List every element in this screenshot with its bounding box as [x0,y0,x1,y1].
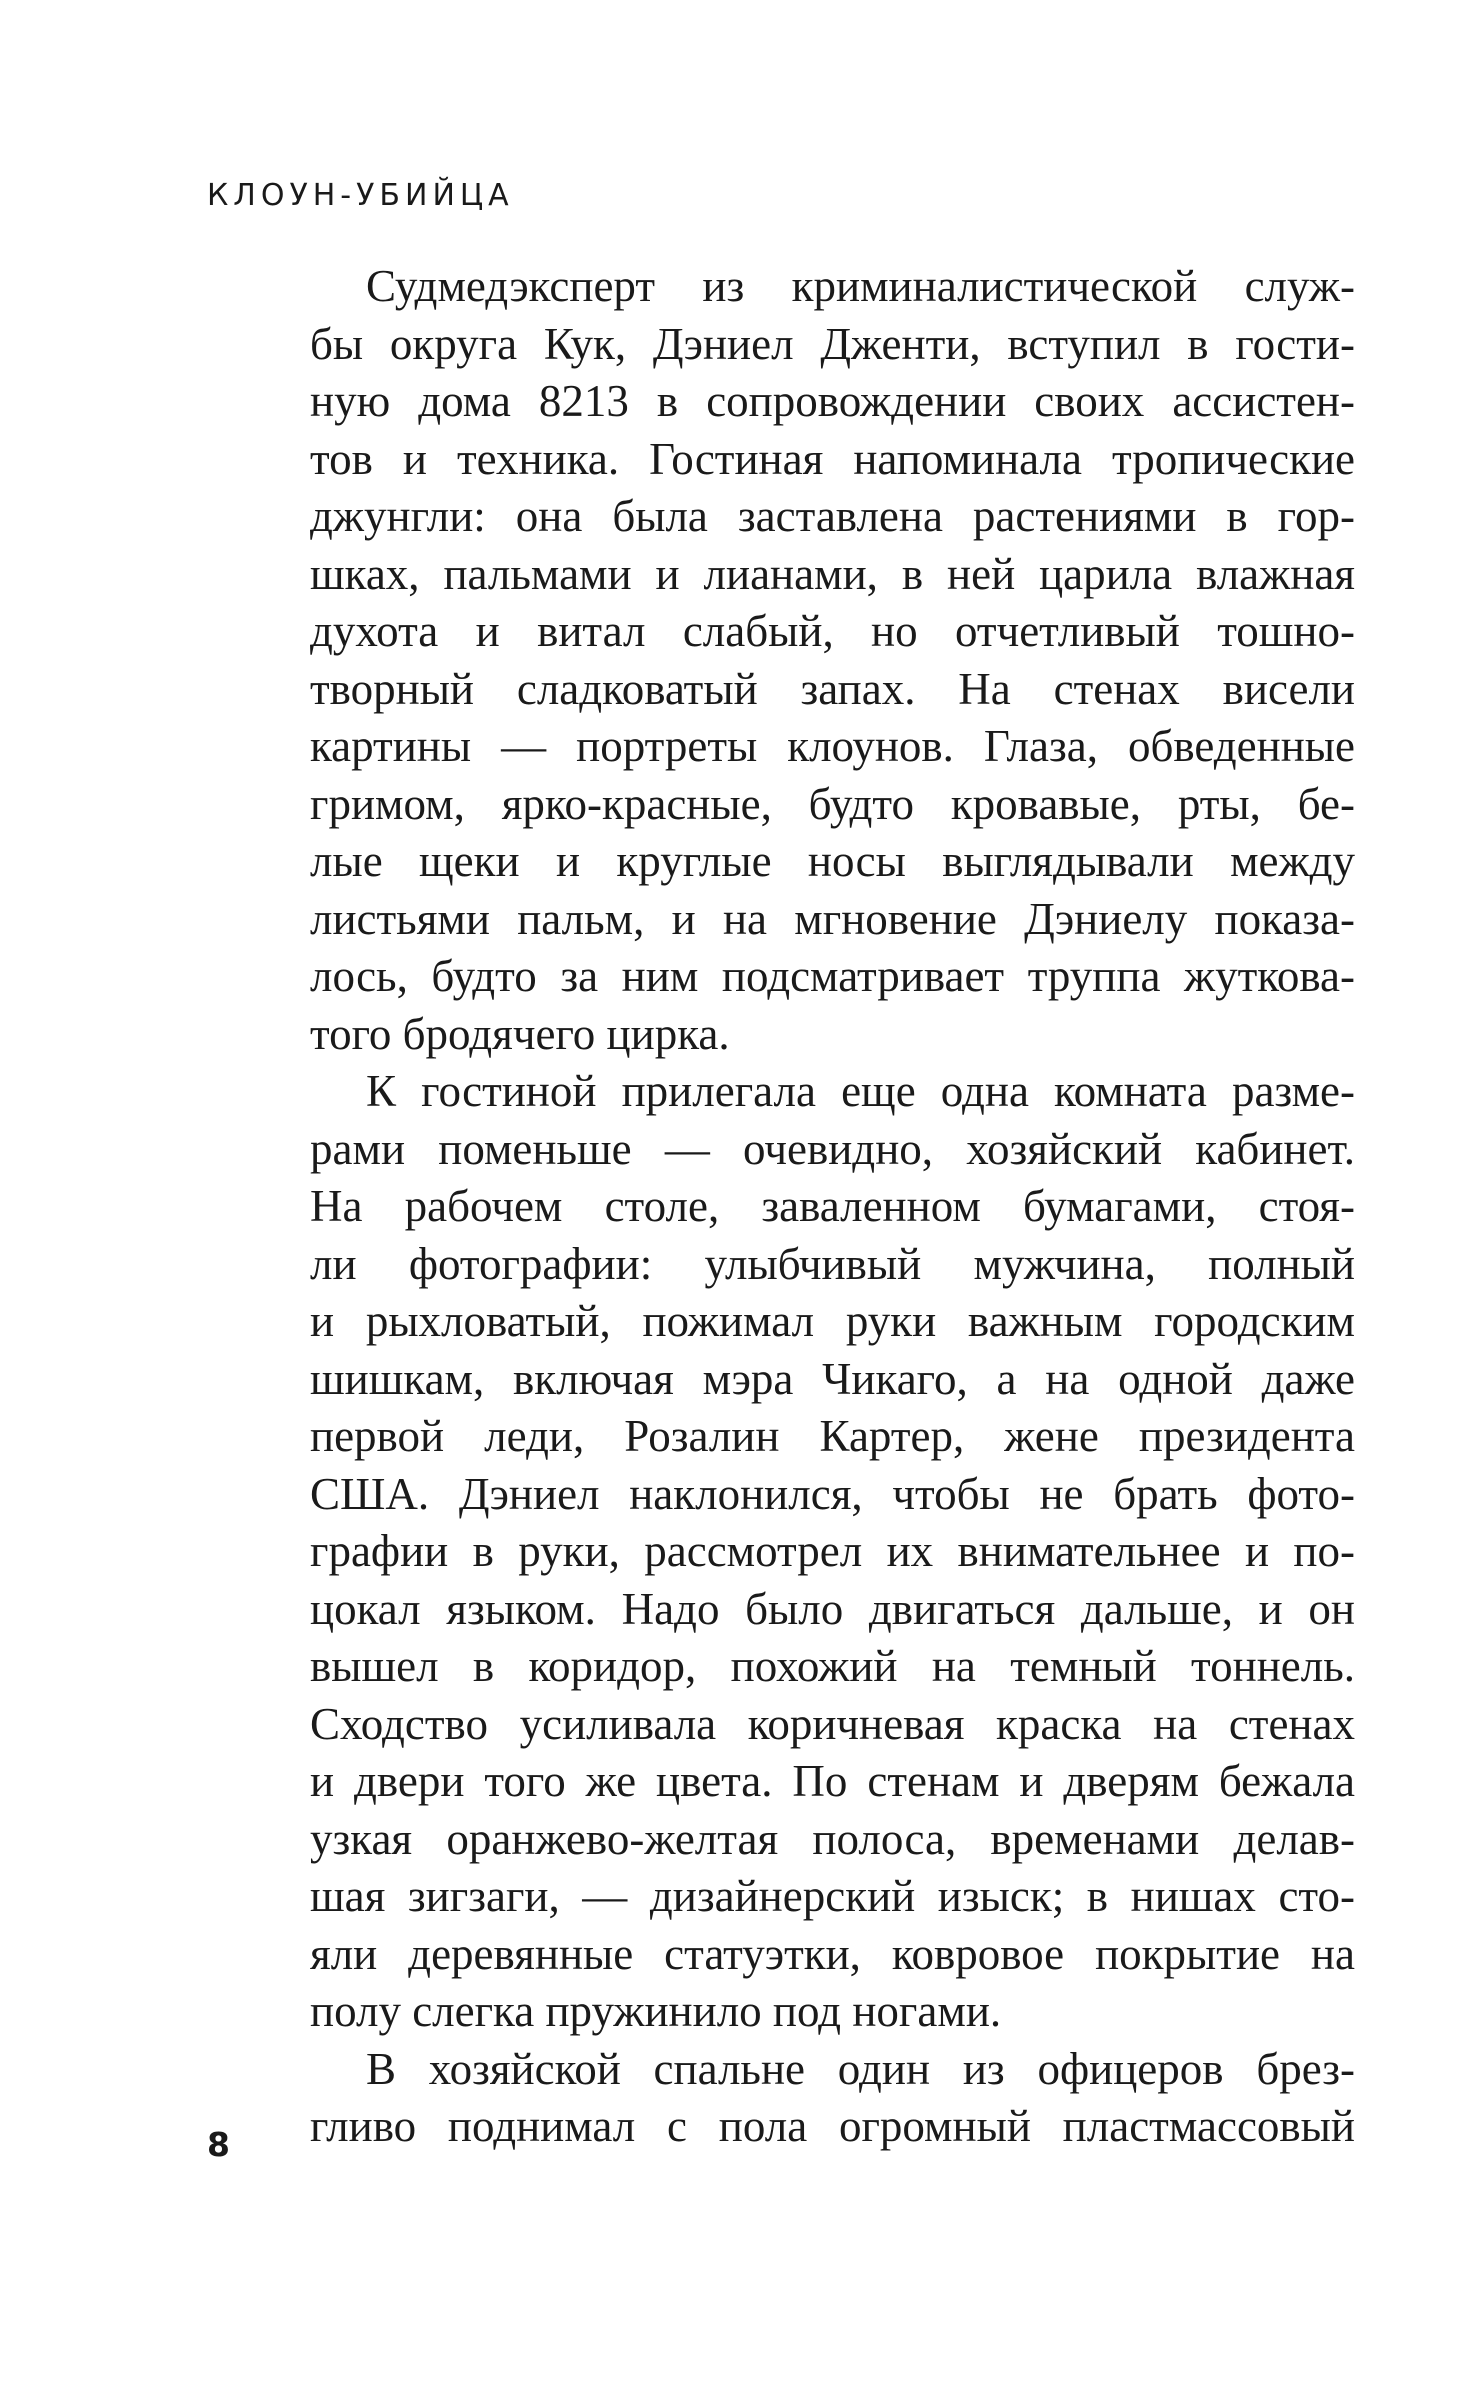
text-line: К гостиной прилегала еще одна комната разме- [366,1066,1355,1116]
text-line: первой леди, Розалин Картер, жене президента [310,1411,1355,1461]
text-line: ли фотографии: улыбчивый мужчина, полный [310,1238,1355,1289]
text-line: цокал языком. Надо было двигаться дальше, и он [310,1583,1355,1634]
page-number: 8 [207,2125,230,2164]
text-line: На рабочем столе, заваленном бумагами, стоя- [310,1181,1355,1231]
text-line: Сходство усиливала коричневая краска на стенах [310,1698,1355,1749]
text-line: шая зигзаги, — дизайнерский изыск; в нишах сто- [310,1871,1355,1921]
text-line: шишкам, включая мэра Чикаго, а на одной даже [310,1353,1355,1404]
text-line: джунгли: она была заставлена растениями в гор- [310,491,1355,541]
text-line: гливо поднимал с пола огромный пластмассовый [310,2101,1355,2151]
text-line: и двери того же цвета. По стенам и дверям бежала [310,1756,1355,1806]
text-line: творный сладковатый запах. На стенах висели [310,663,1355,714]
text-line: шках, пальмами и лианами, в ней царила влажная [310,548,1355,599]
text-line: полу слегка пружинило под ногами. [310,1986,1002,2036]
text-line: вышел в коридор, похожий на темный тоннель. [310,1641,1355,1691]
text-line: лые щеки и круглые носы выглядывали между [310,836,1355,886]
text-line: лось, будто за ним подсматривает труппа жуткова- [310,951,1355,1001]
text-line: графии в руки, рассмотрел их внимательнее и по- [310,1526,1355,1576]
text-line: США. Дэниел наклонился, чтобы не брать фото- [310,1468,1355,1519]
text-line: Судмедэксперт из криминалистической служ- [366,261,1355,311]
text-line: тов и техника. Гостиная напоминала тропические [310,433,1355,484]
text-line: духота и витал слабый, но отчетливый тошно- [310,606,1355,656]
body-text [310,258,1355,2156]
text-line: и рыхловатый, пожимал руки важным городским [310,1296,1355,1346]
text-line: бы округа Кук, Дэниел Дженти, вступил в гости- [310,318,1355,369]
text-line: яли деревянные статуэтки, ковровое покрытие на [310,1928,1355,1979]
text-line: того бродячего цирка. [310,1008,730,1059]
text-line: рами поменьше — очевидно, хозяйский кабинет. [310,1123,1355,1174]
running-head: КЛОУН-УБИЙЦА [207,178,514,213]
text-line: ную дома 8213 в сопровождении своих ассистен- [310,376,1355,426]
text-line: гримом, ярко-красные, будто кровавые, рты, бе- [310,778,1355,829]
text-line: узкая оранжево-желтая полоса, временами делав- [310,1813,1355,1864]
text-line: В хозяйской спальне один из офицеров брез- [366,2043,1355,2094]
text-line: листьями пальм, и на мгновение Дэниелу показа- [310,893,1355,944]
text-line: картины — портреты клоунов. Глаза, обведенные [310,721,1355,771]
